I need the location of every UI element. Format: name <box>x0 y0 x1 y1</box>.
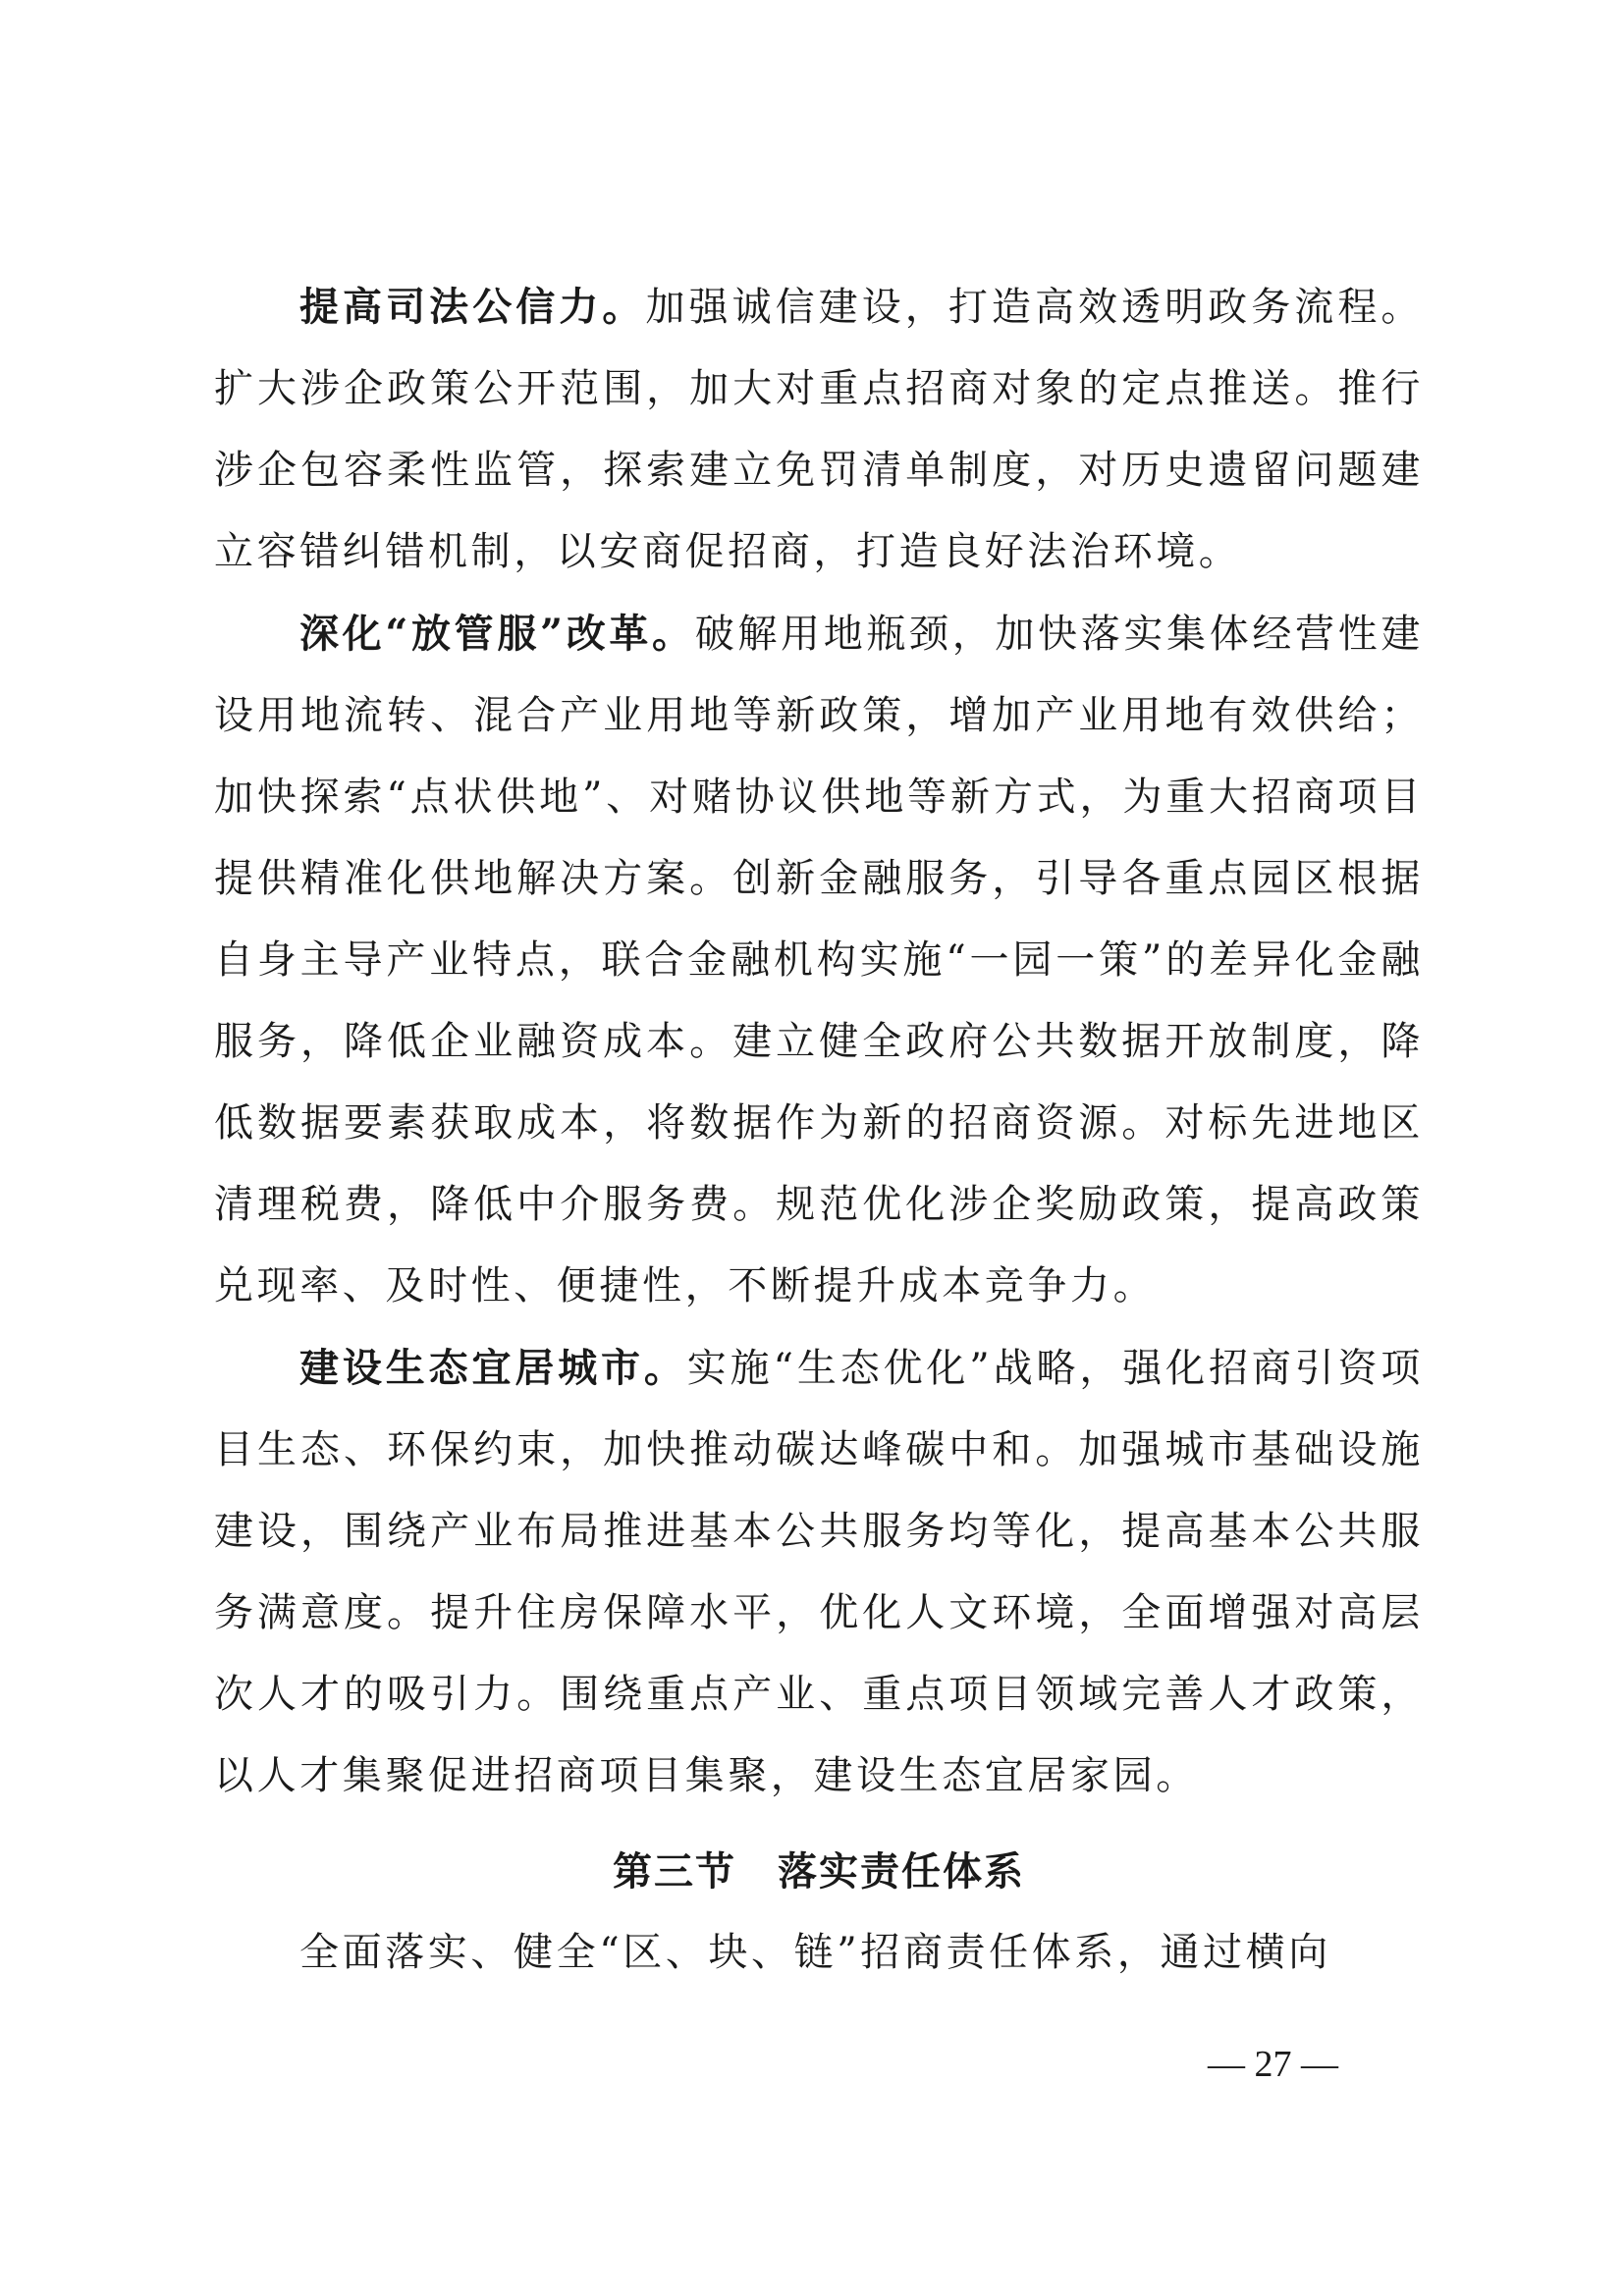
paragraph-reform <box>214 593 1424 1327</box>
paragraph-responsibility-system: 全面落实、健全“区、块、链”招商责任体系，通过横向 <box>299 1930 1331 1975</box>
paragraph-body: 加强诚信建设，打造高效透明政务流程。扩大涉企政策公开范围，加大对重点招商对象的定点推送。推行涉企包容柔性监管，探索建立免罚清单制度，对历史遗留问题建立容错纠错机制，以安商促招商，打造良好法治环境。 <box>214 285 1424 574</box>
paragraph-judicial-credibility <box>214 266 1424 593</box>
paragraph-lead-heading: 深化“放管服”改革。 <box>299 611 695 657</box>
paragraph-body: 破解用地瓶颈，加快落实集体经营性建设用地流转、混合产业用地等新政策，增加产业用地有效供给；加快探索“点状供地”、对赌协议供地等新方式，为重大招商项目提供精准化供地解决方案。创新金融服务，引导各重点园区根据自身主导产业特点，联合金融机构实施“一园一策”的差异化金融服务，降低企业融资成本。建立健全政府公共数据开放制度，降低数据要素获取成本，将数据作为新的招商资源。对标先进地区清理税费，降低中介服务费。规范优化涉企奖励政策，提高政策兑现率、及时性、便捷性，不断提升成本竞争力。 <box>214 612 1424 1308</box>
paragraph-lead-heading: 提高司法公信力。 <box>299 284 646 330</box>
paragraph-ecological-city <box>214 1327 1424 1817</box>
document-page <box>214 266 1424 1994</box>
section-title: 第三节 落实责任体系 <box>613 1848 1025 1895</box>
page-number: — 27 — <box>1208 2044 1338 2085</box>
paragraph-body: 实施“生态优化”战略，强化招商引资项目生态、环保约束，加快推动碳达峰碳中和。加强城市基础设施建设，围绕产业布局推进基本公共服务均等化，提高基本公共服务满意度。提升住房保障水平，优化人文环境，全面增强对高层次人才的吸引力。围绕重点产业、重点项目领域完善人才政策，以人才集聚促进招商项目集聚，建设生态宜居家园。 <box>214 1346 1425 1798</box>
paragraph-lead-heading: 建设生态宜居城市。 <box>299 1345 687 1391</box>
